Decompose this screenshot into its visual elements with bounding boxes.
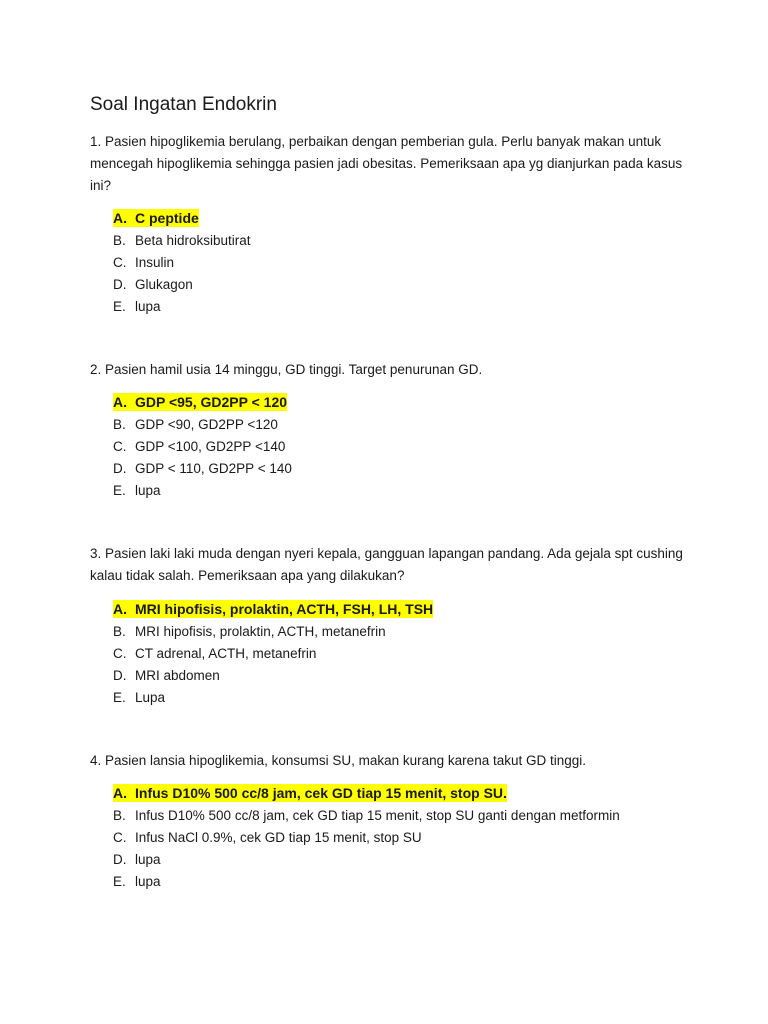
question-1-answer-option: A. C peptide: [113, 210, 199, 226]
question-1-option-b: B. Beta hidroksibutirat: [113, 233, 251, 248]
question-2-option-c: C. GDP <100, GD2PP <140: [113, 439, 286, 454]
question-3-option-c: C. CT adrenal, ACTH, metanefrin: [113, 646, 317, 661]
question-2-text: 2. Pasien hamil usia 14 minggu, GD tinggi. Target penurunan GD.: [90, 362, 483, 377]
question-1-option-e: E. lupa: [113, 299, 161, 314]
question-3-option-b: B. MRI hipofisis, prolaktin, ACTH, metanefrin: [113, 624, 386, 639]
question-4-text: 4. Pasien lansia hipoglikemia, konsumsi SU, makan kurang karena takut GD tinggi.: [90, 753, 586, 768]
question-4-option-c: C. Infus NaCl 0.9%, cek GD tiap 15 menit, stop SU: [113, 830, 422, 845]
question-1-option-d: D. Glukagon: [113, 277, 193, 292]
question-4-options: [113, 781, 620, 893]
question-4-answer-option: A. Infus D10% 500 cc/8 jam, cek GD tiap 15 menit, stop SU.: [113, 785, 507, 801]
question-3-text: 3. Pasien laki laki muda dengan nyeri kepala, gangguan lapangan pandang. Ada gejala spt cushing kalau tidak salah. Pemeriksaan apa yang dilakukan?: [90, 546, 683, 583]
question-2-option-e: E. lupa: [113, 483, 161, 498]
document-title: Soal Ingatan Endokrin: [90, 94, 277, 115]
question-1-text: 1. Pasien hipoglikemia berulang, perbaikan dengan pemberian gula. Perlu banyak makan untuk mencegah hipoglikemia sehingga pasien jadi obesitas. Pemeriksaan apa yg dianjurkan pada kasus ini?: [90, 134, 683, 193]
question-2-option-b: B. GDP <90, GD2PP <120: [113, 417, 278, 432]
question-3-answer-option: A. MRI hipofisis, prolaktin, ACTH, FSH, LH, TSH: [113, 601, 434, 617]
question-1-option-c: C. Insulin: [113, 255, 175, 270]
question-4-option-d: D. lupa: [113, 852, 161, 867]
question-2-answer-option: A. GDP <95, GD2PP < 120: [113, 394, 288, 410]
question-4-option-b: B. Infus D10% 500 cc/8 jam, cek GD tiap 15 menit, stop SU ganti dengan metformin: [113, 808, 620, 823]
question-4-option-e: E. lupa: [113, 874, 161, 889]
question-2-option-d: D. GDP < 110, GD2PP < 140: [113, 461, 292, 476]
question-2-options: [113, 390, 292, 502]
question-3-option-e: E. Lupa: [113, 690, 166, 705]
question-3-options: [113, 597, 433, 709]
question-1-options: [113, 206, 251, 318]
question-3-option-d: D. MRI abdomen: [113, 668, 220, 683]
